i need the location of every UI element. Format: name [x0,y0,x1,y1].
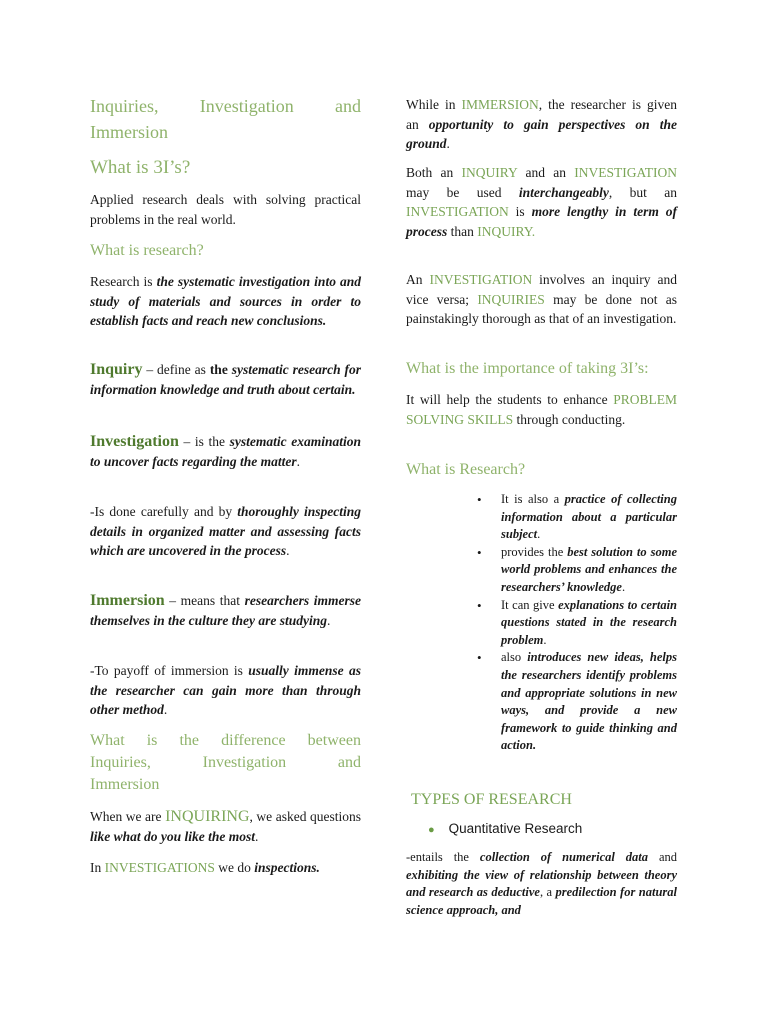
heading-what-is-3is: What is 3I’s? [90,157,191,178]
immersion-paragraph: While in IMMERSION, the researcher is given an opportunity to gain perspectives on the ground. [406,97,677,151]
immersion-payoff: -To payoff of immersion is usually immense as the researcher can gain more than through other method. [90,663,361,717]
investigation-definition: Investigation – is the systematic examination to uncover facts regarding the matter. [90,433,362,469]
inquiring-paragraph: When we are INQUIRING, we asked questions like what do you like the most. [90,808,361,844]
investigation-detail: -Is done carefully and by thoroughly inspecting details in organized matter and assessing facts which are uncovered in the process. [90,504,361,558]
heading-importance: What is the importance of taking 3I’s: [406,360,649,377]
quantitative-description: -entails the collection of numerical data and exhibiting the view of relationship between theory and research as deductive, a predilection for natural science approach, and [406,850,677,917]
quantitative-research-item: ● Quantitative Research [428,821,583,836]
research-definition: Research is the systematic investigation into and study of materials and sources in order to establish facts and reach new conclusions. [90,274,361,328]
heading-what-is-research-2: What is Research? [406,461,526,478]
list-item: • It is also a practice of collecting information about a particular subject. [477,491,677,544]
document-title: Inquiries, Investigation and Immersion [90,96,361,142]
investigation-vs-inquiry-paragraph: An INVESTIGATION involves an inquiry and vice versa; INQUIRIES may be done not as painstakingly thorough as that of an investigation. [406,272,678,326]
applied-research-paragraph: Applied research deals with solving practical problems in the real world. [90,192,361,227]
heading-types-of-research: TYPES OF RESEARCH [411,791,572,808]
inquiry-definition: Inquiry – define as the systematic research for information knowledge and truth about certain. [90,361,361,397]
immersion-definition: Immersion – means that researchers immerse themselves in the culture they are studying. [90,592,362,628]
importance-paragraph: It will help the students to enhance PROBLEM SOLVING SKILLS through conducting. [406,392,677,427]
list-item: • It can give explanations to certain questions stated in the research problem. [477,597,677,650]
research-bullet-list [477,491,677,755]
investigations-paragraph: In INVESTIGATIONS we do inspections. [90,860,320,875]
heading-what-is-research: What is research? [90,242,204,259]
both-paragraph: Both an INQUIRY and an INVESTIGATION may be used interchangeably, but an INVESTIGATION is more lengthy in term of process than INQUIRY. [406,165,678,239]
list-item: • also introduces new ideas, helps the researchers identify problems and appropriate solutions in new ways, and provide a new framework to guide thinking and action. [477,649,677,755]
heading-difference: What is the difference between Inquiries, Investigation and Immersion [90,732,361,793]
bullet-icon: ● [428,824,435,836]
list-item: • provides the best solution to some world problems and enhances the researchers’ knowledge. [477,544,677,597]
